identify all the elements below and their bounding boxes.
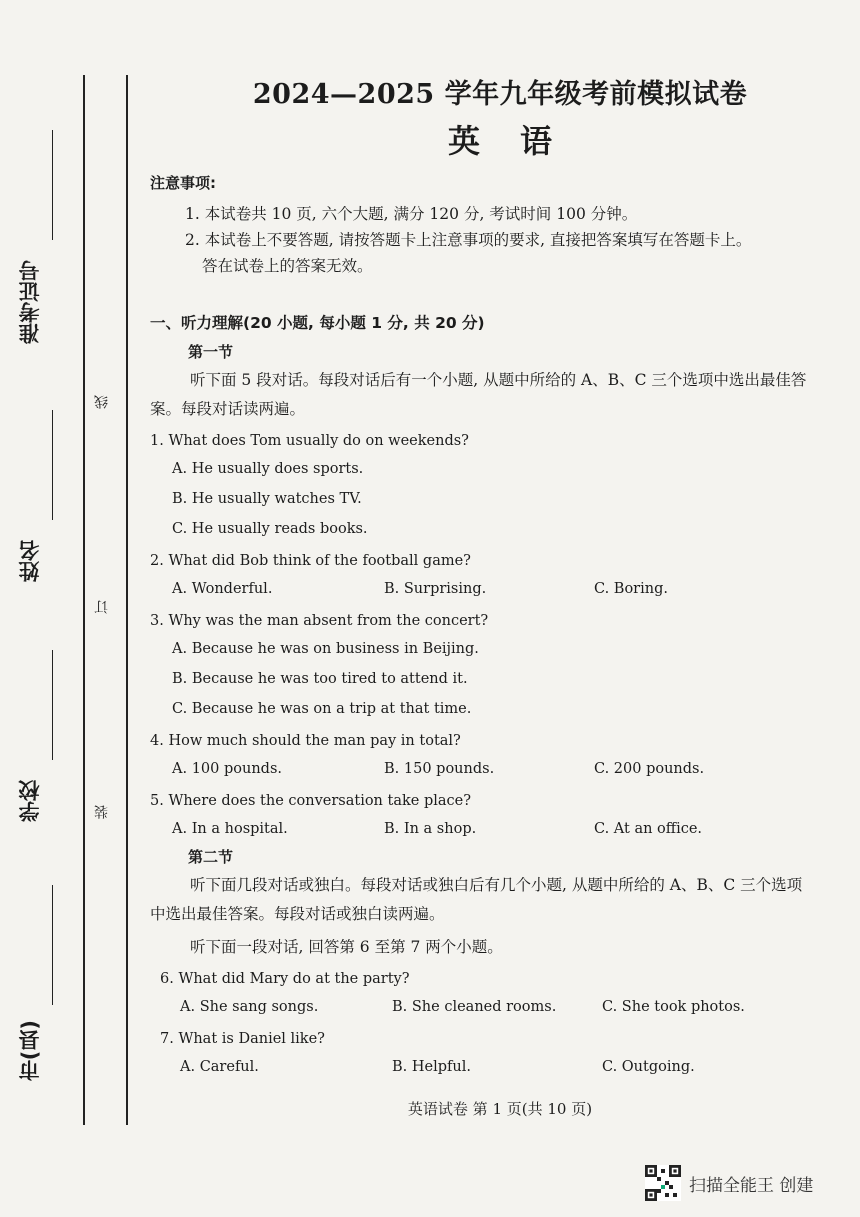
option-row [150, 574, 815, 604]
question-option: B. Surprising. [384, 581, 487, 597]
question-option: C. Boring. [594, 581, 668, 597]
question-option: A. 100 pounds. [172, 761, 282, 777]
school-field: 学校 [18, 780, 42, 822]
question-stem: 6. What did Mary do at the party? [160, 971, 410, 987]
exam-content [150, 172, 815, 1082]
blank-line [52, 885, 53, 1005]
question-option: C. Outgoing. [602, 1059, 695, 1075]
instructions: 听下面几段对话或独白。每段对话或独白后有几个小题, 从题中所给的 A、B、C 三个选项中选出最佳答案。每段对话或独白读两遍。 [150, 876, 803, 923]
option-row [150, 1052, 815, 1082]
notice-item: 答在试卷上的答案无效。 [202, 257, 373, 275]
option-row [150, 992, 815, 1022]
question-stem: 4. How much should the man pay in total? [150, 733, 461, 749]
instructions: 听下面 5 段对话。每段对话后有一个小题, 从题中所给的 A、B、C 三个选项中选出最佳答案。每段对话读两遍。 [150, 371, 807, 418]
section-title: 一、听力理解(20 小题, 每小题 1 分, 共 20 分) [150, 314, 485, 332]
part-title: 第二节 [188, 848, 234, 866]
margin-line [83, 75, 85, 1125]
scanner-label: 扫描全能王 创建 [689, 1175, 814, 1196]
line-mark: 线 [94, 395, 110, 409]
question-option: C. At an office. [594, 821, 703, 837]
page-title: 2024—2025 学年九年级考前模拟试卷 [252, 79, 748, 110]
exam-number-field: 准考证号 [18, 260, 42, 344]
question-stem: 3. Why was the man absent from the concert? [150, 613, 489, 629]
name-field: 姓名 [18, 540, 42, 582]
binding-mark: 装 [94, 805, 110, 819]
option-row [150, 814, 815, 844]
scanner-watermark [645, 1165, 813, 1201]
page-footer: 英语试卷 第 1 页(共 10 页) [407, 1100, 593, 1118]
question-option: B. In a shop. [384, 821, 477, 837]
city-field: 市(县) [18, 1020, 42, 1082]
question-option: A. She sang songs. [180, 999, 319, 1015]
notice-title: 注意事项: [150, 174, 216, 192]
option-row [150, 754, 815, 784]
question-option: A. Because he was on business in Beijing. [172, 641, 479, 657]
instructions-lead: 听下面一段对话, 回答第 6 至第 7 两个小题。 [190, 938, 503, 956]
question-option: A. Careful. [180, 1059, 259, 1075]
question-option: B. 150 pounds. [384, 761, 495, 777]
qr-code-icon [645, 1165, 681, 1201]
question-stem: 7. What is Daniel like? [160, 1031, 325, 1047]
question-option: B. He usually watches TV. [172, 491, 362, 507]
blank-line [52, 650, 53, 760]
question-option: C. He usually reads books. [172, 521, 368, 537]
part-title: 第一节 [188, 343, 234, 361]
subject-title: 英语 [447, 122, 592, 160]
question-option: C. She took photos. [602, 999, 745, 1015]
question-option: C. Because he was on a trip at that time. [172, 701, 472, 717]
margin-line [126, 75, 128, 1125]
question-stem: 2. What did Bob think of the football game? [150, 553, 471, 569]
question-option: B. Because he was too tired to attend it. [172, 671, 468, 687]
question-stem: 1. What does Tom usually do on weekends? [150, 433, 469, 449]
question-option: A. Wonderful. [172, 581, 273, 597]
question-option: B. Helpful. [392, 1059, 471, 1075]
blank-line [52, 130, 53, 240]
question-option: B. She cleaned rooms. [392, 999, 557, 1015]
question-option: A. In a hospital. [172, 821, 288, 837]
question-option: C. 200 pounds. [594, 761, 705, 777]
blank-line [52, 410, 53, 520]
question-stem: 5. Where does the conversation take place? [150, 793, 471, 809]
notice-item: 2. 本试卷上不要答题, 请按答题卡上注意事项的要求, 直接把答案填写在答题卡上。 [185, 231, 752, 249]
notice-item: 1. 本试卷共 10 页, 六个大题, 满分 120 分, 考试时间 100 分钟。 [185, 205, 638, 223]
question-option: A. He usually does sports. [172, 461, 364, 477]
fold-mark: 订 [94, 600, 110, 614]
